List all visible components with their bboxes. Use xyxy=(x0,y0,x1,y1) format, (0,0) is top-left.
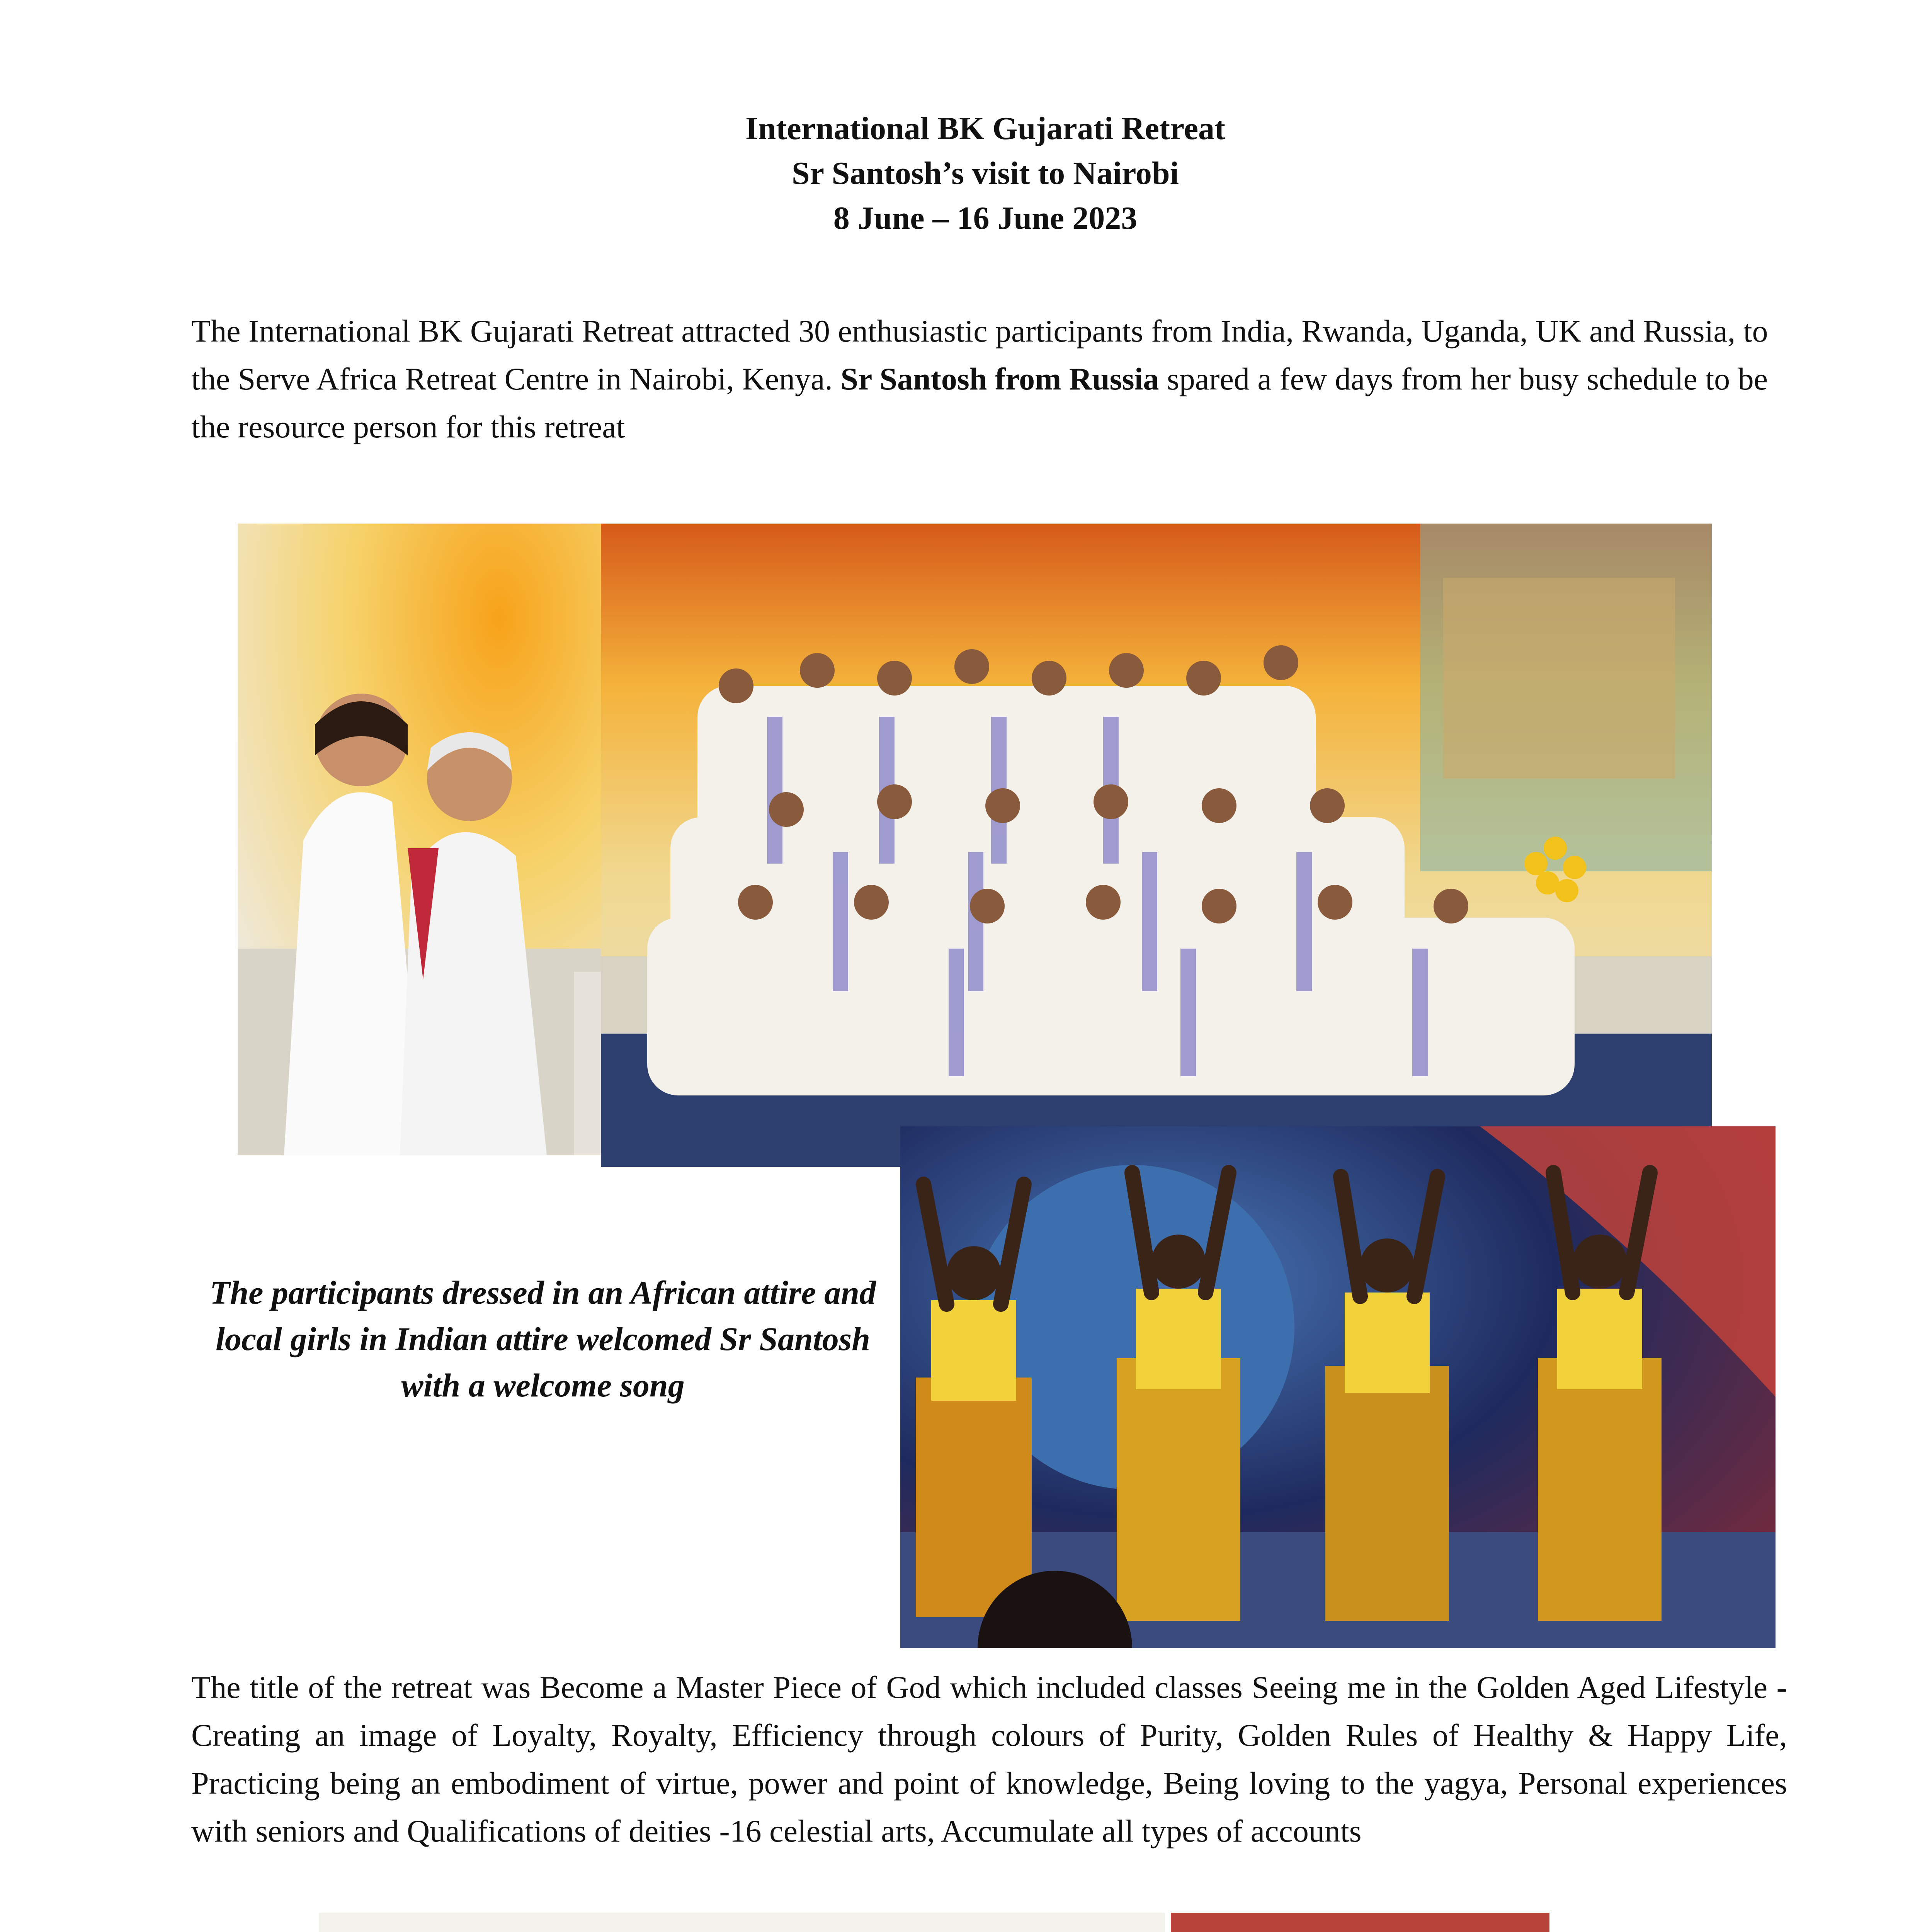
photo-sisters-embrace xyxy=(238,524,611,1155)
intro-bold-name: Sr Santosh from Russia xyxy=(840,361,1159,396)
photo-sister-speaking xyxy=(1171,1913,1549,1932)
photo-dancers-welcome-song xyxy=(900,1126,1776,1648)
title-line-3: 8 June – 16 June 2023 xyxy=(833,200,1138,236)
title-line-1: International BK Gujarati Retreat xyxy=(745,111,1225,146)
intro-text-end: spared a few days from her busy schedule to be the resource person for this retreat xyxy=(191,361,1768,444)
photo-group-participants xyxy=(601,524,1712,1167)
photo-audience-hall xyxy=(319,1913,1165,1932)
photo-caption: The participants dressed in an African attire and local girls in Indian attire welcomed Sr Santosh with a welcome song xyxy=(209,1274,876,1404)
title-line-2: Sr Santosh’s visit to Nairobi xyxy=(792,155,1179,191)
retreat-description: The title of the retreat was Become a Master Piece of God which included classes Seeing me in the Golden Aged Lifestyle - Creating an image of Loyalty, Royalty, Efficiency through colours of Purity, Golden Rules of Healthy & Happy Life, Practicing being an embodiment of virtue, power and point of knowledge, Being loving to the yagya, Personal experiences with seniors and Qualifications of deities -16 celestial arts, Accumulate all types of accounts xyxy=(191,1670,1787,1849)
intro-text-start: The International BK Gujarati Retreat attracted 30 enthusiastic participants from India, Rwanda, Uganda, UK and Russia, to the Serve Africa Retreat Centre in Nairobi, Kenya. xyxy=(191,313,1768,396)
intro-paragraph xyxy=(191,307,1787,451)
page-title xyxy=(0,106,1932,241)
